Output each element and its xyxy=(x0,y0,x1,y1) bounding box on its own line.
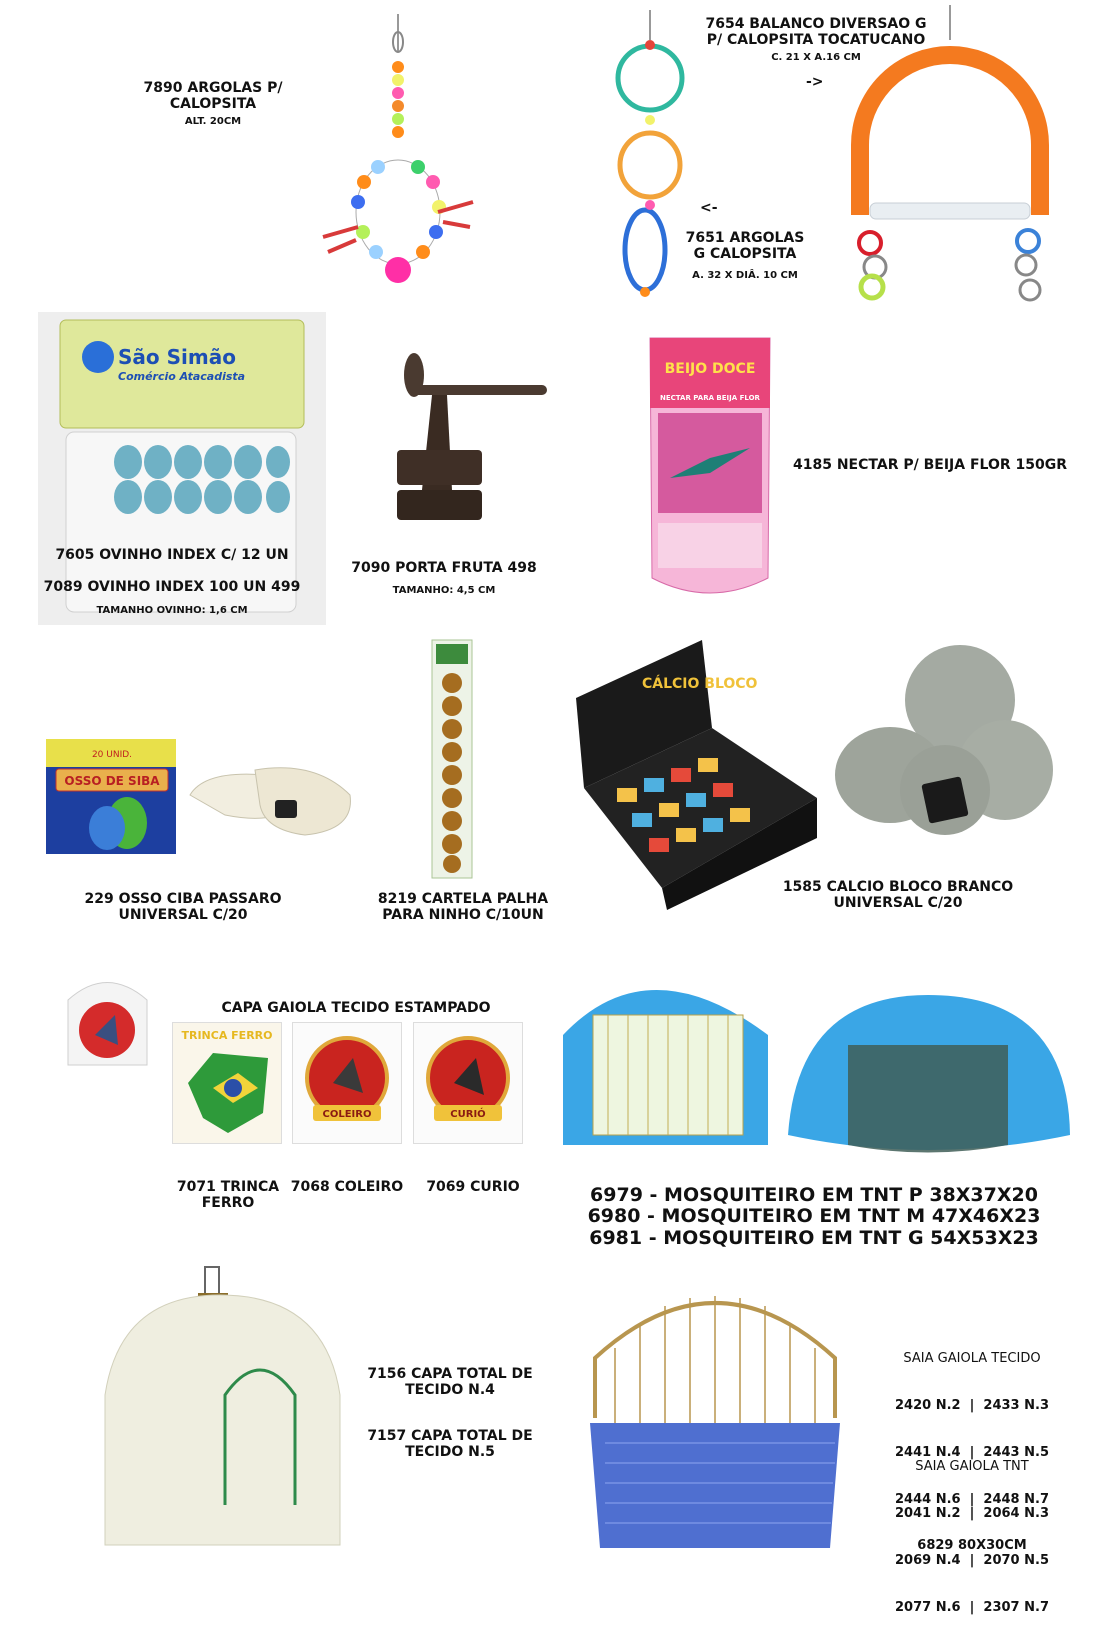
saia-tnt-title: SAIA GAIOLA TNT xyxy=(915,1459,1029,1475)
palha-line2: PARA NINHO C/10UN xyxy=(382,907,544,924)
argolas-7890-label xyxy=(144,80,283,128)
argolas-7651-arrow: <- xyxy=(700,200,718,216)
curio-card xyxy=(413,1022,523,1144)
nectar-sub-text: NECTAR PARA BEIJA FLOR xyxy=(660,394,760,402)
beijo-doce-text: BEIJO DOCE xyxy=(664,361,756,377)
osso-line1: 229 OSSO CIBA PASSARO xyxy=(84,891,282,907)
balanco-7654-line1: 7654 BALANCO DIVERSAO G xyxy=(705,16,927,32)
palha-line1: 8219 CARTELA PALHA xyxy=(377,891,549,907)
argolas-7651-line1: 7651 ARGOLAS xyxy=(685,230,805,246)
osso-units: 20 UNID. xyxy=(91,750,133,760)
trinca-ferro-card xyxy=(172,1022,282,1144)
calcio-line1: 1585 CALCIO BLOCO BRANCO xyxy=(782,879,1014,895)
ovinho-dim: TAMANHO OVINHO: 1,6 CM xyxy=(96,605,248,616)
argolas-7651-label xyxy=(686,230,805,282)
capa-total-n5-label xyxy=(367,1428,532,1460)
trinca-ferro-label xyxy=(177,1179,279,1211)
sao-simao-sub: Comércio Atacadista xyxy=(118,370,246,383)
saia-tnt-block xyxy=(895,1428,1049,1631)
mosquiteiro-list xyxy=(588,1185,1041,1249)
argolas-7890-photo xyxy=(318,12,478,302)
calcio-box-photo xyxy=(572,638,822,910)
trinca-ferro-line1: 7071 TRINCA xyxy=(176,1179,280,1195)
porta-fruta-label: 7090 PORTA FRUTA 498 xyxy=(351,560,537,576)
mosquiteiro-item: 6979 - MOSQUITEIRO EM TNT P 38X37X20 xyxy=(590,1184,1038,1206)
capa-total-n5-line2: TECIDO N.5 xyxy=(405,1444,495,1461)
saia-tnt-row: 2041 N.2 | 2064 N.3 xyxy=(895,1505,1049,1521)
balanco-arrow: -> xyxy=(806,74,824,90)
palha-photo xyxy=(428,638,476,880)
curio-card-title: CURIÓ xyxy=(450,1109,486,1120)
argolas-7890-dim: ALT. 20CM xyxy=(184,116,242,128)
curio-label: 7069 CURIO xyxy=(426,1179,520,1195)
osso-label xyxy=(84,891,281,923)
capa-total-n4-line2: TECIDO N.4 xyxy=(405,1382,495,1399)
balanco-7654-photo xyxy=(840,5,1060,305)
saia-tecido-extra: 6829 80X30CM xyxy=(917,1538,1027,1554)
argolas-7890-line1: 7890 ARGOLAS P/ xyxy=(143,80,283,96)
calcio-bloco-text: CÁLCIO BLOCO xyxy=(642,676,758,692)
trinca-ferro-line2: FERRO xyxy=(201,1195,255,1212)
coleiro-label: 7068 COLEIRO xyxy=(290,1179,404,1195)
nectar-photo xyxy=(640,328,780,608)
saia-tnt-row: 2077 N.6 | 2307 N.7 xyxy=(895,1599,1049,1615)
coleiro-card-title: COLEIRO xyxy=(322,1109,372,1120)
balanco-7654-dim: C. 21 X A.16 CM xyxy=(771,52,861,64)
saia-tecido-row: 2444 N.6 | 2448 N.7 xyxy=(895,1491,1049,1507)
porta-fruta-dim: TAMANHO: 4,5 CM xyxy=(392,585,496,596)
saia-tecido-row: 2420 N.2 | 2433 N.3 xyxy=(895,1397,1049,1413)
coleiro-card xyxy=(292,1022,402,1144)
ovinho-label-1: 7605 OVINHO INDEX C/ 12 UN xyxy=(55,547,289,563)
capa-total-photo xyxy=(100,1265,345,1555)
trinca-ferro-card-title: TRINCA FERRO xyxy=(181,1029,273,1042)
ovinho-label-2: 7089 OVINHO INDEX 100 UN 499 xyxy=(43,579,301,595)
mosquiteiro-photo xyxy=(548,955,1073,1173)
balanco-7654-line2: P/ CALOPSITA TOCATUCANO xyxy=(706,32,926,49)
mosquiteiro-item: 6981 - MOSQUITEIRO EM TNT G 54X53X23 xyxy=(589,1226,1039,1249)
porta-fruta-photo xyxy=(392,340,552,530)
capa-estampado-title: CAPA GAIOLA TECIDO ESTAMPADO xyxy=(221,1000,491,1016)
saia-tecido-row: 2441 N.4 | 2443 N.5 xyxy=(895,1444,1049,1460)
osso-line2: UNIVERSAL C/20 xyxy=(118,907,248,924)
argolas-7651-photo xyxy=(605,10,695,300)
argolas-7890-line2: CALOPSITA xyxy=(169,96,257,113)
osso-box-photo xyxy=(42,733,180,858)
calcio-line2: UNIVERSAL C/20 xyxy=(833,895,963,912)
osso-pieces-photo xyxy=(185,760,360,840)
capa-estampada-photo xyxy=(60,965,155,1070)
argolas-7651-dim: A. 32 X DIÂ. 10 CM xyxy=(692,270,798,282)
osso-box-title: OSSO DE SIBA xyxy=(64,774,160,788)
gaiola-saia-photo xyxy=(585,1268,845,1558)
capa-total-n4-line1: 7156 CAPA TOTAL DE xyxy=(367,1366,533,1382)
sao-simao-brand: São Simão xyxy=(118,345,236,369)
palha-label xyxy=(378,891,548,923)
nectar-label: 4185 NECTAR P/ BEIJA FLOR 150GR xyxy=(793,457,1067,473)
saia-tecido-title: SAIA GAIOLA TECIDO xyxy=(903,1351,1041,1367)
mosquiteiro-item: 6980 - MOSQUITEIRO EM TNT M 47X46X23 xyxy=(587,1205,1041,1228)
capa-total-n5-line1: 7157 CAPA TOTAL DE xyxy=(367,1428,533,1444)
argolas-7651-line2: G CALOPSITA xyxy=(693,246,797,263)
calcio-label xyxy=(783,879,1013,911)
calcio-block-photo xyxy=(830,640,1055,840)
capa-total-n4-label xyxy=(367,1366,532,1398)
saia-tnt-row: 2069 N.4 | 2070 N.5 xyxy=(895,1552,1049,1568)
